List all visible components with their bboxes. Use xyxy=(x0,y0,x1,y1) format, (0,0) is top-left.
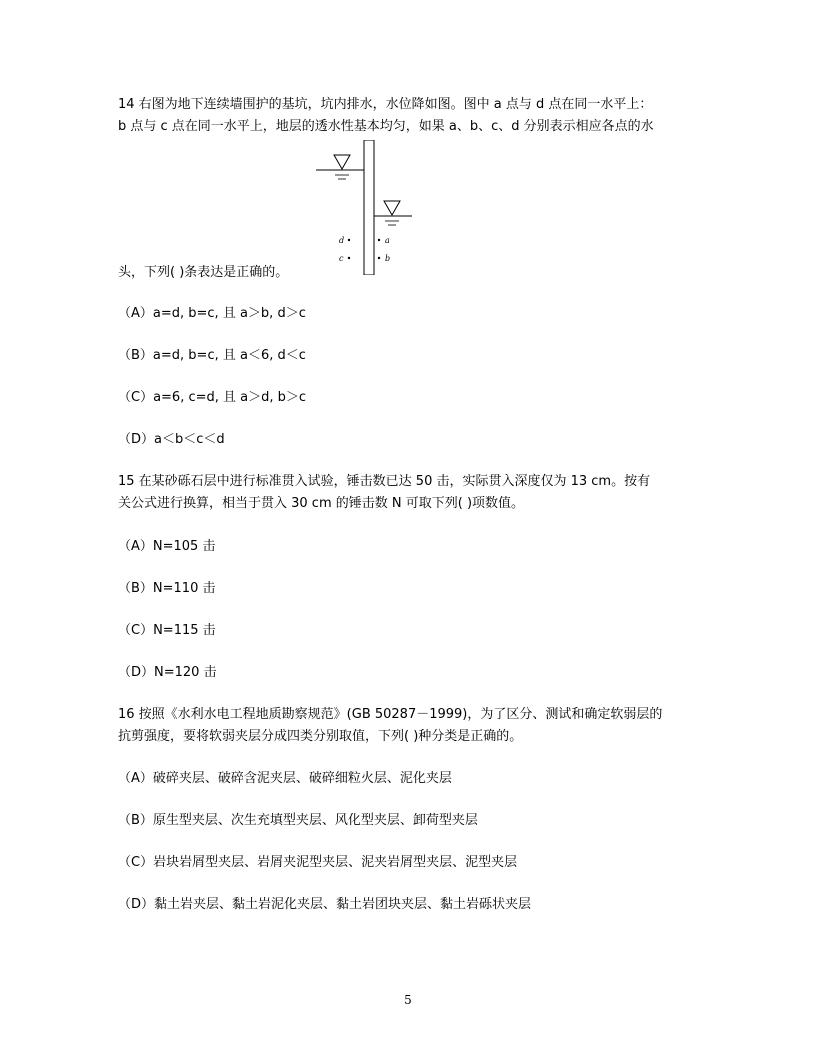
point-c xyxy=(348,257,350,259)
point-label-b: b xyxy=(385,254,391,263)
point-b xyxy=(378,257,380,259)
q15-option-d: （D）N=120 击 xyxy=(118,665,217,680)
q14-option-b: （B）a=d, b=c, 且 a＜6, d＜c xyxy=(118,348,306,363)
point-label-c: c xyxy=(339,254,344,263)
q14-text-line-2: b 点与 c 点在同一水平上，地层的透水性基本均匀，如果 a、b、c、d 分别表示相应各点的水 xyxy=(118,119,654,134)
q14-option-d: （D）a＜b＜c＜d xyxy=(118,432,225,447)
left-water-level-icon xyxy=(334,155,350,169)
q15-option-c: （C）N=115 击 xyxy=(118,623,216,638)
q14-option-c: （C）a=6, c=d, 且 a＞d, b＞c xyxy=(118,390,307,405)
point-d xyxy=(348,239,350,241)
q14-diagram xyxy=(312,140,416,275)
q15-text-line-1: 15 在某砂砾石层中进行标准贯入试验，锤击数已达 50 击，实际贯入深度仅为 13 cm。按有 xyxy=(118,474,651,489)
q15-option-b: （B）N=110 击 xyxy=(118,581,216,596)
q16-text-line-1: 16 按照《水利水电工程地质勘察规范》(GB 50287－1999)，为了区分、测试和确定软弱层的 xyxy=(118,707,663,722)
point-a xyxy=(378,239,380,241)
q15-option-a: （A）N=105 击 xyxy=(118,539,216,554)
q14-option-a: （A）a=d, b=c, 且 a＞b, d＞c xyxy=(118,306,306,321)
q16-option-c: （C）岩块岩屑型夹层、岩屑夹泥型夹层、泥夹岩屑型夹层、泥型夹层 xyxy=(118,855,518,870)
diaphragm-wall xyxy=(364,140,374,275)
point-label-a: a xyxy=(385,236,390,245)
q14-text-line-1: 14 右图为地下连续墙围护的基坑，坑内排水，水位降如图。图中 a 点与 d 点在同一水平上： xyxy=(118,97,653,112)
q16-option-a: （A）破碎夹层、破碎含泥夹层、破碎细粒火层、泥化夹层 xyxy=(118,771,452,786)
page-number: 5 xyxy=(404,993,412,1007)
q15-text-line-2: 关公式进行换算，相当于贯入 30 cm 的锤击数 N 可取下列( )项数值。 xyxy=(118,496,525,511)
q16-text-line-2: 抗剪强度，要将软弱夹层分成四类分别取值，下列( )种分类是正确的。 xyxy=(118,729,523,744)
q14-text-line-3: 头，下列( )条表达是正确的。 xyxy=(118,265,289,280)
point-label-d: d xyxy=(339,236,345,245)
right-water-level-icon xyxy=(384,201,400,215)
q16-option-d: （D）黏土岩夹层、黏土岩泥化夹层、黏土岩团块夹层、黏土岩砾状夹层 xyxy=(118,897,532,912)
q16-option-b: （B）原生型夹层、次生充填型夹层、风化型夹层、卸荷型夹层 xyxy=(118,813,478,828)
